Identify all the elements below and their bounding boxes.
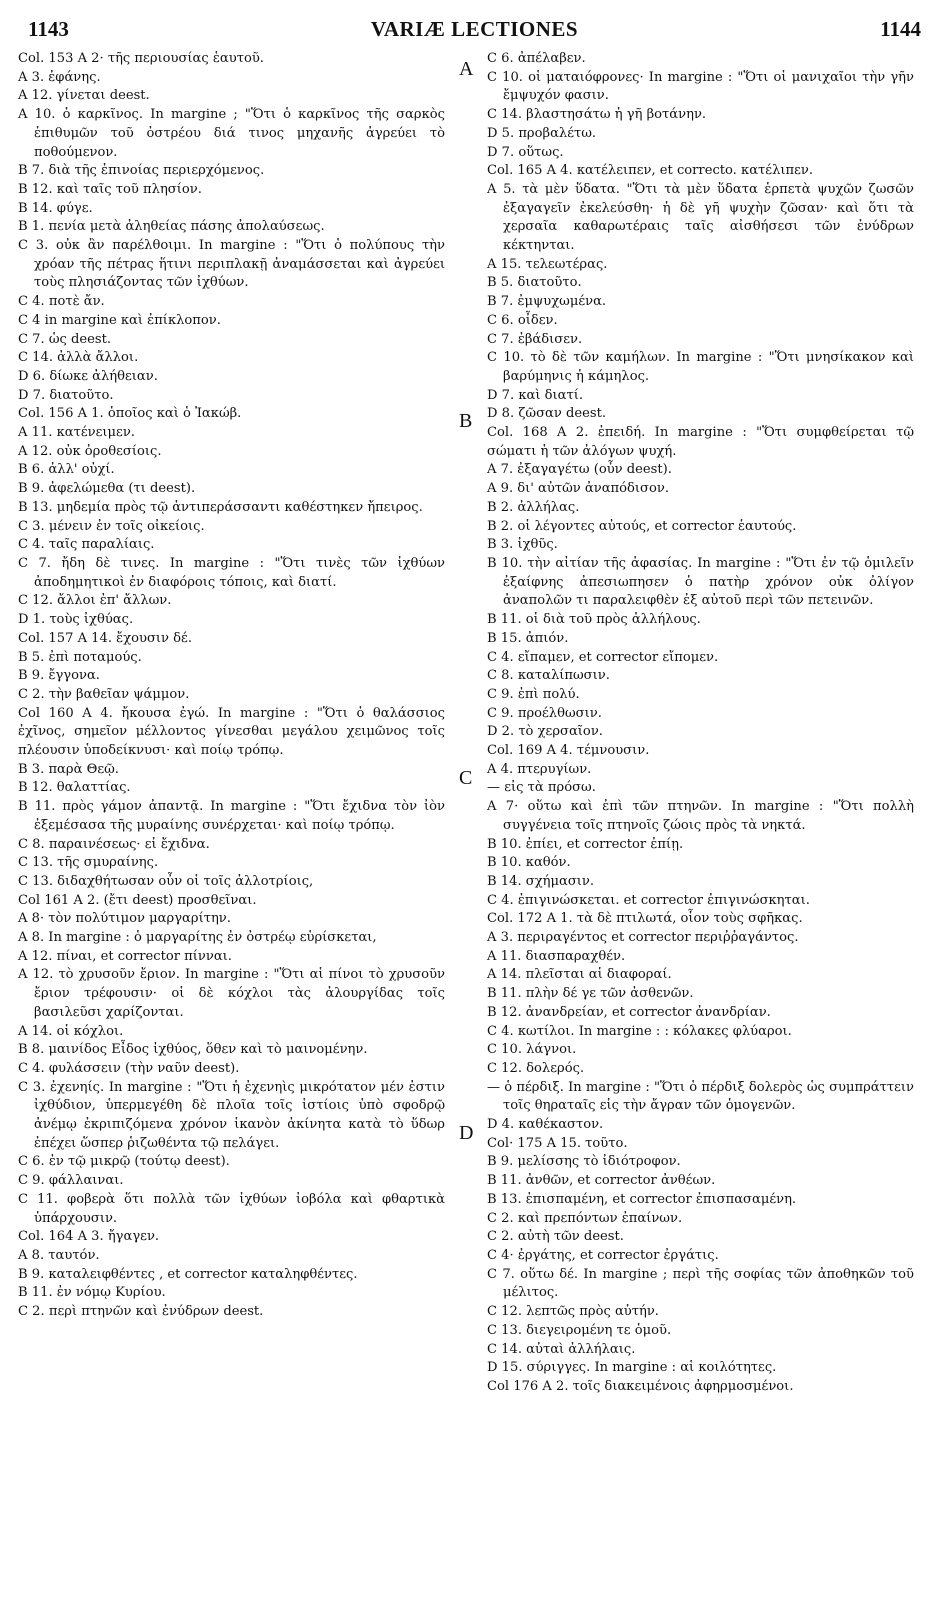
section-letter-c: C: [459, 767, 473, 789]
variant-entry: B 3. παρὰ Θεῷ.: [18, 761, 119, 777]
variant-entry: B 2. ἀλλήλας.: [487, 499, 580, 515]
variant-entry: Col 161 A 2. (ἔτι deest) προσθεῖναι.: [18, 892, 257, 908]
variant-entry: A 12. οὐκ ὀροθεσίοις.: [18, 443, 162, 459]
variant-entry: C 2. καὶ πρεπόντων ἐπαίνων.: [487, 1210, 683, 1226]
variant-entry: B 9. ἀφελώμεθα (τι deest).: [18, 481, 196, 497]
variant-entry: Col. 157 A 14. ἔχουσιν δέ.: [18, 630, 192, 646]
variant-entry: B 5. ἐπὶ ποταμούς.: [18, 649, 142, 665]
variant-entry: D 5. προβαλέτω.: [487, 125, 597, 141]
variant-entry: B 12. ἀνανδρείαν, et corrector ἀνανδρίαν.: [487, 1004, 771, 1020]
variant-entry: B 11. πλὴν δέ γε τῶν ἀσθενῶν.: [487, 986, 694, 1002]
variant-entry: B 13. ἐπισπαμένη, et corrector ἐπισπασαμένη.: [487, 1191, 797, 1207]
variant-entry: C 2. περὶ πτηνῶν καὶ ἐνύδρων deest.: [18, 1304, 264, 1320]
variant-entry: C 3. ἐχενηίς. In margine : "Ὅτι ἡ ἐχενηὶς μικρότατον μέν ἐστιν ἰχθύδιον, ὑπερμεγέθη δὲ πλοῖα τοῖς ἱστίοις ὑπὸ σφοδρῷ ἀνέμῳ ἐκριπιζόμενα χρόνον ἱκανὸν ἀκίνητα κατὰ τὸ ὕδωρ ἐπέχει ὥσπερ ῥιζωθέντα τῷ πελάγει.: [18, 1079, 445, 1151]
section-letter-b: B: [459, 410, 473, 432]
variant-entry: C 4. κωτίλοι. In margine : : κόλακες φλύαροι.: [487, 1023, 792, 1039]
variant-entry: A 4. πτερυγίων.: [487, 761, 592, 777]
variant-entry: C 9. προέλθωσιν.: [487, 705, 602, 721]
variant-entry: C 2. τὴν βαθεῖαν ψάμμον.: [18, 686, 190, 702]
variant-entry: B 10. καθόν.: [487, 855, 571, 871]
right-column: [487, 50, 914, 1397]
variant-entry: C 8. καταλίπωσιν.: [487, 668, 610, 684]
variant-entry: D 7. οὕτως.: [487, 144, 564, 160]
variant-entry: C 6. οἶδεν.: [487, 312, 558, 328]
variant-entry: C 7. ὡς deest.: [18, 331, 112, 347]
variant-entry: A 3. περιραγέντος et corrector περιῤῥαγάντος.: [487, 930, 799, 946]
variant-entry: Col. 168 A 2. ἐπειδή. In margine : "Ὅτι συμφθείρεται τῷ σώματι ἡ τῶν ἀλόγων ψυχή.: [487, 425, 914, 459]
variant-entry: Col· 175 A 15. τοῦτο.: [487, 1135, 628, 1151]
variant-entry: C 4. ποτὲ ἄν.: [18, 294, 105, 310]
variant-entry: B 15. ἀπιόν.: [487, 630, 569, 646]
variant-entry: C 7. ἤδη δὲ τινες. In margine : "Ὅτι τινὲς τῶν ἰχθύων ἀποδημητικοὶ ἐν διαφόροις τόποις, καὶ διατί.: [18, 555, 445, 590]
variant-entry: B 8. μαινίδος Εἶδος ἰχθύος, ὅθεν καὶ τὸ μαινομένην.: [18, 1042, 368, 1058]
variant-entry: A 12. γίνεται deest.: [18, 88, 150, 104]
variant-entry: Col. 164 A 3. ἤγαγεν.: [18, 1229, 160, 1245]
variant-entry: D 6. δίωκε ἀλήθειαν.: [18, 368, 158, 384]
variant-entry: C 3. οὐκ ἂν παρέλθοιμι. In margine : "Ὅτι ὁ πολύπους τὴν χρόαν τῆς πέτρας ἥτινι περιπλακῇ ἀναμάσσεται καὶ ἀγρεύει τοὺς πλησιάζοντας τῶν ἰχθύων.: [18, 238, 445, 291]
variant-entry: C 12. ἄλλοι ἐπ' ἄλλων.: [18, 593, 172, 609]
variant-entry: B 11. ἐν νόμῳ Κυρίου.: [18, 1285, 166, 1301]
variant-entry: A 8. ταυτόν.: [18, 1248, 100, 1263]
running-title: VARIÆ LECTIONES: [370, 17, 579, 41]
variant-entry: Col 176 A 2. τοῖς διακειμένοις ἀφηρμοσμένοι.: [487, 1378, 794, 1394]
variant-entry: B 11. πρὸς γάμον ἀπαντᾷ. In margine : "Ὅτι ἔχιδνα τὸν ἰὸν ἐξεμέσασα τῆς μυραίνης συνέρχεται· καὶ ποίῳ τρόπῳ.: [18, 799, 445, 833]
variant-entry: C 9. ἐπὶ πολύ.: [487, 686, 580, 702]
variant-entry: B 1. πενία μετὰ ἀληθείας πάσης ἀπολαύσεως.: [18, 219, 325, 235]
variant-entry: B 14. φύγε.: [18, 200, 93, 216]
variant-entry: B 3. ἰχθῦς.: [487, 537, 558, 553]
variant-entry: B 7. ἐμψυχωμένα.: [487, 294, 607, 310]
variant-entry: B 9. μελίσσης τὸ ἰδιότροφον.: [487, 1154, 681, 1170]
variant-entry: D 1. τοὺς ἰχθύας.: [18, 612, 134, 628]
variant-entry: A 14. οἱ κόχλοι.: [18, 1023, 124, 1039]
variant-entry: C 7. ἐβάδισεν.: [487, 331, 583, 347]
variant-entry: D 8. ζῶσαν deest.: [487, 406, 607, 422]
variant-entry: C 6. ἐν τῷ μικρῷ (τούτῳ deest).: [18, 1154, 230, 1170]
variant-entry: A 7· οὕτω καὶ ἐπὶ τῶν πτηνῶν. In margine : "Ὅτι πολλὴ συγγένεια τοῖς πτηνοῖς ζώοις πρὸς τὰ νηκτά.: [487, 799, 914, 833]
variant-entry: A 12. πίναι, et corrector πίνναι.: [18, 948, 232, 964]
variant-entry: B 9. καταλειφθέντες , et corrector καταληφθέντες.: [18, 1266, 358, 1282]
page-number-left: 1143: [28, 17, 69, 41]
variant-entry: B 5. διατοῦτο.: [487, 275, 582, 291]
variant-entry: C 10. οἱ ματαιόφρονες· In margine : "Ὅτι οἱ μανιχαῖοι τὴν γῆν ἔμψυχόν φασιν.: [487, 69, 914, 104]
variant-entry: C 14. αὐταὶ ἀλλήλαις.: [487, 1341, 636, 1357]
variant-entry: C 4. φυλάσσειν (τὴν ναῦν deest).: [18, 1060, 240, 1076]
variant-entry: B 7. διὰ τῆς ἐπινοίας περιερχόμενος.: [18, 163, 265, 179]
variant-entry: A 9. δι' αὐτῶν ἀναπόδισον.: [487, 481, 669, 497]
variant-entry: Col 160 A 4. ἤκουσα ἐγώ. In margine : "Ὅτι ὁ θαλάσσιος ἐχῖνος, σημεῖον μέλλοντος γίνεσθαι μεγάλου χειμῶνος τοῖς πλέουσιν ὑποδείκνυσι· καὶ ποίῳ τρόπῳ.: [18, 705, 445, 759]
variant-entry: C 8. παραινέσεως· εἰ ἔχιδνα.: [18, 836, 210, 852]
variant-entry: A 11. διασπαραχθέν.: [487, 948, 626, 964]
variant-entry: C 9. φάλλαιναι.: [18, 1173, 124, 1189]
variant-entry: C 12. λεπτῶς πρὸς αὐτήν.: [487, 1304, 659, 1320]
variant-entry: B 11. οἱ διὰ τοῦ πρὸς ἀλλήλους.: [487, 612, 701, 628]
variant-entry: D 7. διατοῦτο.: [18, 387, 114, 403]
page-header: [28, 14, 921, 44]
variant-entry: C 6. ἀπέλαβεν.: [487, 51, 586, 66]
variant-entry: Col. 169 A 4. τέμνουσιν.: [487, 743, 650, 759]
variant-entry: B 13. μηδεμία πρὸς τῷ ἀντιπεράσσαντι καθέστηκεν ἤπειρος.: [18, 499, 423, 515]
variant-entry: D 15. σύριγγες. In margine : αἱ κοιλότητες.: [487, 1360, 777, 1376]
page-number-right: 1144: [880, 17, 921, 41]
variant-entry: C 10. λάγνοι.: [487, 1042, 577, 1058]
variant-entry: C 14. βλαστησάτω ἡ γῆ βοτάνην.: [487, 107, 707, 123]
section-letter-d: D: [459, 1122, 474, 1144]
variant-entry: D 2. τὸ χερσαῖον.: [487, 724, 603, 740]
variant-entry: — εἰς τὰ πρόσω.: [487, 780, 596, 796]
variant-entry: C 11. φοβερὰ ὅτι πολλὰ τῶν ἰχθύων ἰοβόλα καὶ φθαρτικὰ ὑπάρχουσιν.: [18, 1191, 445, 1226]
variant-entry: B 10. ἐπίει, et corrector ἐπίῃ.: [487, 836, 684, 852]
variant-entry: Col. 156 A 1. ὁποῖος καὶ ὁ Ἰακώβ.: [18, 406, 242, 422]
variant-entry: D 4. καθέκαστον.: [487, 1117, 604, 1133]
variant-entry: B 12. καὶ ταῖς τοῦ πλησίον.: [18, 181, 202, 197]
variant-entry: B 11. ἀνθῶν, et corrector ἀνθέων.: [487, 1173, 716, 1189]
variant-entry: A 8· τὸν πολύτιμον μαργαρίτην.: [18, 911, 231, 927]
variant-entry: B 12. θαλαττίας.: [18, 780, 131, 796]
variant-entry: Col. 153 A 2· τῆς περιουσίας ἑαυτοῦ.: [18, 51, 264, 66]
variant-entry: C 14. ἀλλὰ ἄλλοι.: [18, 350, 139, 366]
variant-entry: A 10. ὁ καρκῖνος. In margine ; "Ὅτι ὁ καρκῖνος τῆς σαρκὸς ἐπιθυμῶν τοῦ ὀστρέου διά τινος μηχανῆς ἀγρεύει τὸ ποθούμενον.: [18, 107, 445, 160]
variant-entry: A 8. In margine : ὁ μαργαρίτης ἐν ὀστρέῳ εὑρίσκεται,: [18, 930, 377, 946]
variant-entry: Col. 165 A 4. κατέλειπεν, et correcto. κατέλιπεν.: [487, 163, 814, 179]
variant-entry: B 2. οἱ λέγοντες αὐτούς, et corrector ἑαυτούς.: [487, 518, 797, 534]
variant-entry: C 3. μένειν ἐν τοῖς οἰκείοις.: [18, 518, 205, 534]
variant-entry: C 13. διδαχθήτωσαν οὖν οἱ τοῖς ἀλλοτρίοις,: [18, 873, 314, 889]
variant-entry: B 9. ἔγγονα.: [18, 668, 100, 684]
variant-entry: C 4· ἐργάτης, et corrector ἐργάτις.: [487, 1248, 719, 1263]
variant-entry: C 4. ἐπιγινώσκεται. et corrector ἐπιγινώσκηται.: [487, 892, 810, 908]
variant-entry: A 15. τελεωτέρας.: [487, 256, 608, 272]
variant-entry: C 2. αὐτὴ τῶν deest.: [487, 1229, 624, 1245]
variant-entry: B 6. ἀλλ' οὐχί.: [18, 462, 115, 478]
variant-entry: — ὁ πέρδιξ. In margine : "Ὅτι ὁ πέρδιξ δολερὸς ὡς συμπράττειν τοῖς θηραταῖς εἰς τὴν ἄγραν τῶν ὁμογενῶν.: [487, 1079, 914, 1114]
section-letter-a: A: [459, 58, 474, 80]
variant-entry: A 11. κατένειμεν.: [18, 425, 135, 441]
variant-entry: A 7. ἐξαγαγέτω (οὖν deest).: [487, 462, 672, 478]
left-column: [18, 50, 445, 1322]
variant-entry: C 13. τῆς σμυραίνης.: [18, 855, 159, 871]
variant-entry: C 10. τὸ δὲ τῶν καμήλων. In margine : "Ὅτι μνησίκακον καὶ βαρύμηνις ἡ κάμηλος.: [487, 350, 914, 384]
variant-entry: B 14. σχήμασιν.: [487, 873, 595, 889]
variant-entry: C 4. ταῖς παραλίαις.: [18, 537, 155, 553]
variant-entry: C 12. δολερός.: [487, 1060, 585, 1076]
variant-entry: C 7. οὕτω δέ. In margine ; περὶ τῆς σοφίας τῶν ἀποθηκῶν τοῦ μέλιτος.: [487, 1266, 914, 1301]
variant-entry: D 7. καὶ διατί.: [487, 387, 584, 403]
variant-entry: C 4. εἴπαμεν, et corrector εἴπομεν.: [487, 649, 719, 665]
variant-entry: Col. 172 A 1. τὰ δὲ πτιλωτά, οἷον τοὺς σφῆκας.: [487, 911, 803, 927]
variant-entry: C 4 in margine καὶ ἐπίκλοπον.: [18, 312, 221, 328]
variant-entry: C 13. διεγειρομένη τε ὁμοῦ.: [487, 1322, 672, 1338]
variant-entry: A 14. πλεῖσται αἱ διαφοραί.: [487, 967, 672, 983]
variant-entry: A 5. τὰ μὲν ὕδατα. "Ὅτι τὰ μὲν ὕδατα ἑρπετὰ ψυχῶν ζωσῶν ἐξαγαγεῖν ἐκελεύσθη· ἡ δὲ γῆ ψυχὴν ζῶσαν· καὶ ὅτι τὰ χερσαῖα καθαρωτέραις ταῖς αἰσθήσεσι τῶν ἐνύδρων κέκτηνται.: [487, 181, 914, 254]
variant-entry: A 12. τὸ χρυσοῦν ἔριον. In margine : "Ὅτι αἱ πίνοι τὸ χρυσοῦν ἔριον τρέφουσιν· οἱ δὲ κόχλοι τὰς ἀλουργίδας τοῖς βασιλεῦσι χαρίζονται.: [18, 967, 445, 1020]
variant-entry: B 10. τὴν αἰτίαν τῆς ἀφασίας. In margine : "Ὅτι ἐν τῷ ὁμιλεῖν ἐξαίφνης ἀπεσιωπησεν ὁ πατὴρ χρόνον οὐκ ὀλίγον ἀναπολῶν τι παραλειφθὲν ἐξ αὐτοῦ περὶ τῶν πετεινῶν.: [487, 555, 914, 609]
variant-entry: A 3. ἐφάνης.: [18, 69, 101, 85]
